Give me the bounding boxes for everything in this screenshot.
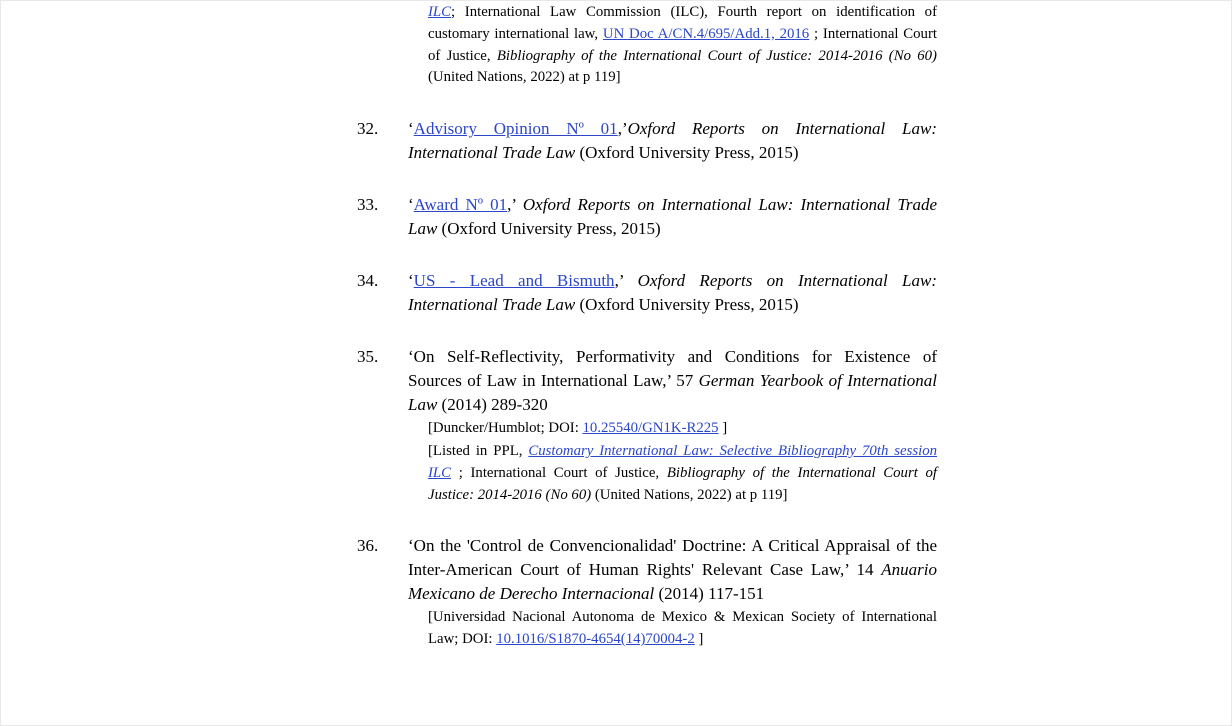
- text-segment: ]: [694, 631, 704, 648]
- text-segment: (United Nations, 2022) at p 119]: [428, 69, 621, 86]
- list-item: [357, 193, 937, 241]
- text-segment: German Yearbook of International Law: [408, 371, 937, 415]
- text-segment: Anuario Mexicano de Derecho Internacional: [408, 560, 937, 604]
- item-body: [408, 534, 937, 651]
- text-segment: (United Nations, 2022) at p 119]: [591, 486, 788, 503]
- item-body: [408, 345, 937, 506]
- hyperlink[interactable]: ILC: [428, 4, 452, 20]
- text-segment: ,’: [507, 195, 523, 215]
- text-segment: ; International Court of Justice,: [428, 25, 937, 64]
- list-item: [357, 269, 937, 317]
- text-segment: (Oxford University Press, 2015): [437, 219, 661, 239]
- text-segment: (Oxford University Press, 2015): [575, 295, 799, 315]
- text-segment: [Listed in PPL,: [428, 442, 529, 459]
- hyperlink[interactable]: UN Doc A/CN.4/695/Add.1, 2016: [602, 25, 810, 42]
- text-segment: ,’: [614, 271, 638, 291]
- text-segment: ]: [718, 420, 728, 437]
- item-citation: [408, 193, 937, 241]
- text-segment: ‘On the 'Control de Convencionalidad' Doctrine: A Critical Appraisal of the Inter-American Court of Human Rights' Relevant Case Law,’ 14: [408, 536, 937, 580]
- text-segment: (Oxford University Press, 2015): [575, 143, 799, 163]
- item-number: 36.: [357, 536, 379, 556]
- item-citation: [408, 117, 937, 165]
- item-number: 35.: [357, 347, 379, 367]
- item-citation: [408, 345, 937, 417]
- item-citation: [408, 534, 937, 606]
- text-segment: Oxford Reports on International Law: International Trade Law: [408, 119, 937, 163]
- list-item: [357, 534, 937, 651]
- item-body: [408, 117, 937, 165]
- text-segment: ; International Court of Justice,: [451, 464, 667, 481]
- text-segment: ‘On Self-Reflectivity, Performativity and Conditions for Existence of Sources of Law in International Law,’ 57: [408, 347, 937, 391]
- item-body: [408, 193, 937, 241]
- text-segment: [Duncker/Humblot; DOI:: [428, 420, 583, 437]
- item-annotation: [428, 441, 937, 506]
- hyperlink[interactable]: US - Lead and Bismuth: [413, 271, 615, 291]
- text-segment: (2014) 289-320: [437, 395, 548, 415]
- item-annotation: [428, 607, 937, 651]
- hyperlink[interactable]: Customary International Law: Selective Bibliography 70th session ILC: [428, 442, 937, 481]
- item-citation: [408, 269, 937, 317]
- text-segment: Oxford Reports on International Law: International Trade Law: [408, 195, 938, 239]
- text-segment: Bibliography of the International Court of Justice: 2014-2016 (No 60): [428, 464, 938, 503]
- hyperlink[interactable]: 10.25540/GN1K-R225: [582, 420, 719, 437]
- list-item: [357, 345, 937, 506]
- text-segment: ; International Law Commission (ILC), Fourth report on identification of customary international law,: [428, 4, 937, 42]
- item-number: 33.: [357, 195, 379, 215]
- item-number: 34.: [357, 271, 379, 291]
- list-item: [357, 117, 937, 165]
- hyperlink[interactable]: 10.1016/S1870-4654(14)70004-2: [496, 631, 695, 648]
- text-segment: Oxford Reports on International Law: International Trade Law: [408, 271, 937, 315]
- annotation-continuation: [428, 2, 937, 89]
- text-segment: Bibliography of the International Court of Justice: 2014-2016 (No 60): [496, 47, 937, 64]
- item-body: [408, 269, 937, 317]
- hyperlink[interactable]: Award Nº 01: [413, 195, 508, 215]
- text-segment: ,’: [617, 119, 628, 139]
- text-segment: ‘: [408, 271, 414, 291]
- text-segment: ‘: [408, 119, 414, 139]
- text-segment: (2014) 117-151: [654, 584, 765, 604]
- item-annotation: [428, 418, 937, 440]
- hyperlink[interactable]: Advisory Opinion Nº 01: [413, 119, 618, 139]
- text-segment: [Universidad Nacional Autonoma de Mexico & Mexican Society of International Law; DOI:: [428, 609, 937, 648]
- bibliography-list: [357, 2, 937, 651]
- item-number: 32.: [357, 119, 379, 139]
- text-segment: ‘: [408, 195, 414, 215]
